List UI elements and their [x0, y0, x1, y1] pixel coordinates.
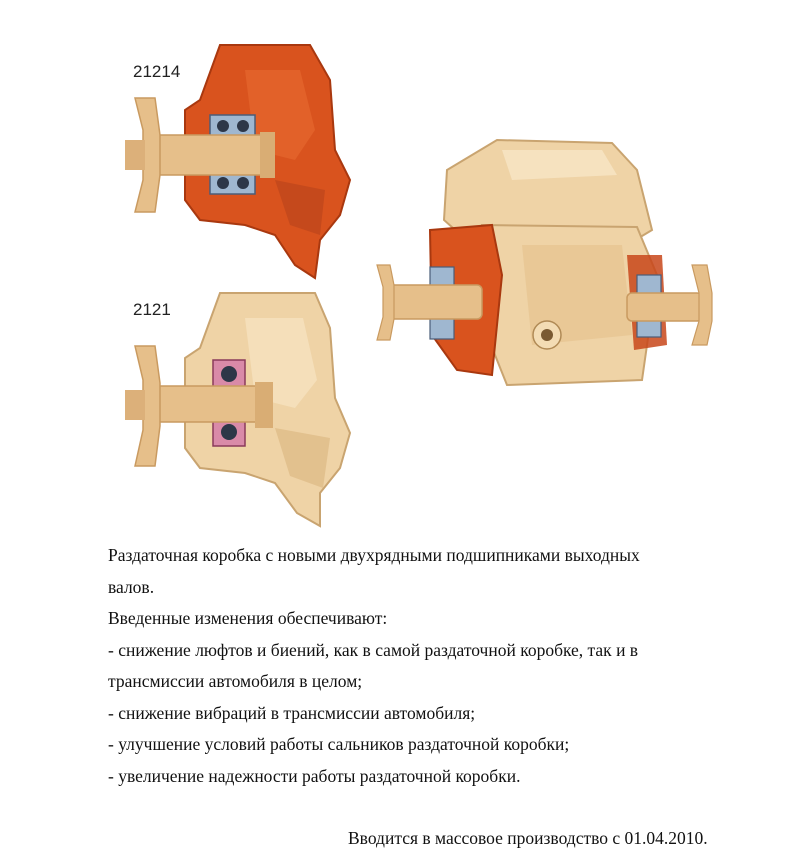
- front-flange: [377, 265, 394, 340]
- description-text: [108, 540, 730, 792]
- change-item-1-line-2: трансмиссии автомобиля в целом;: [108, 671, 363, 691]
- change-item-1-line-1: - снижение люфтов и биений, как в самой раздаточной коробке, так и в: [108, 639, 639, 660]
- figure-label-2121: 2121: [133, 300, 171, 319]
- transfer-case-assembly-illustration: [372, 135, 717, 395]
- output-shaft-21214: [155, 135, 270, 175]
- change-item-2: - снижение вибраций в трансмиссии автомобиля;: [108, 702, 476, 723]
- transfer-case-21214-illustration: [125, 40, 355, 280]
- transfer-case-2121-illustration: [125, 288, 355, 528]
- rear-output-shaft: [627, 293, 702, 321]
- intro-line-2: валов.: [108, 576, 155, 597]
- change-item-3: - улучшение условий работы сальников раздаточной коробки;: [108, 734, 570, 754]
- change-item-4: - увеличение надежности работы раздаточной коробки.: [108, 765, 521, 786]
- output-shaft-2121: [155, 386, 270, 422]
- intro-line-1: Раздаточная коробка с новыми двухрядными подшипниками выходных: [108, 545, 640, 565]
- figure-label-21214: 21214: [133, 62, 181, 81]
- changes-title: Введенные изменения обеспечивают:: [108, 608, 388, 628]
- front-output-shaft: [387, 285, 482, 319]
- production-note: Вводится в массовое производство с 01.04.2010.: [348, 828, 708, 848]
